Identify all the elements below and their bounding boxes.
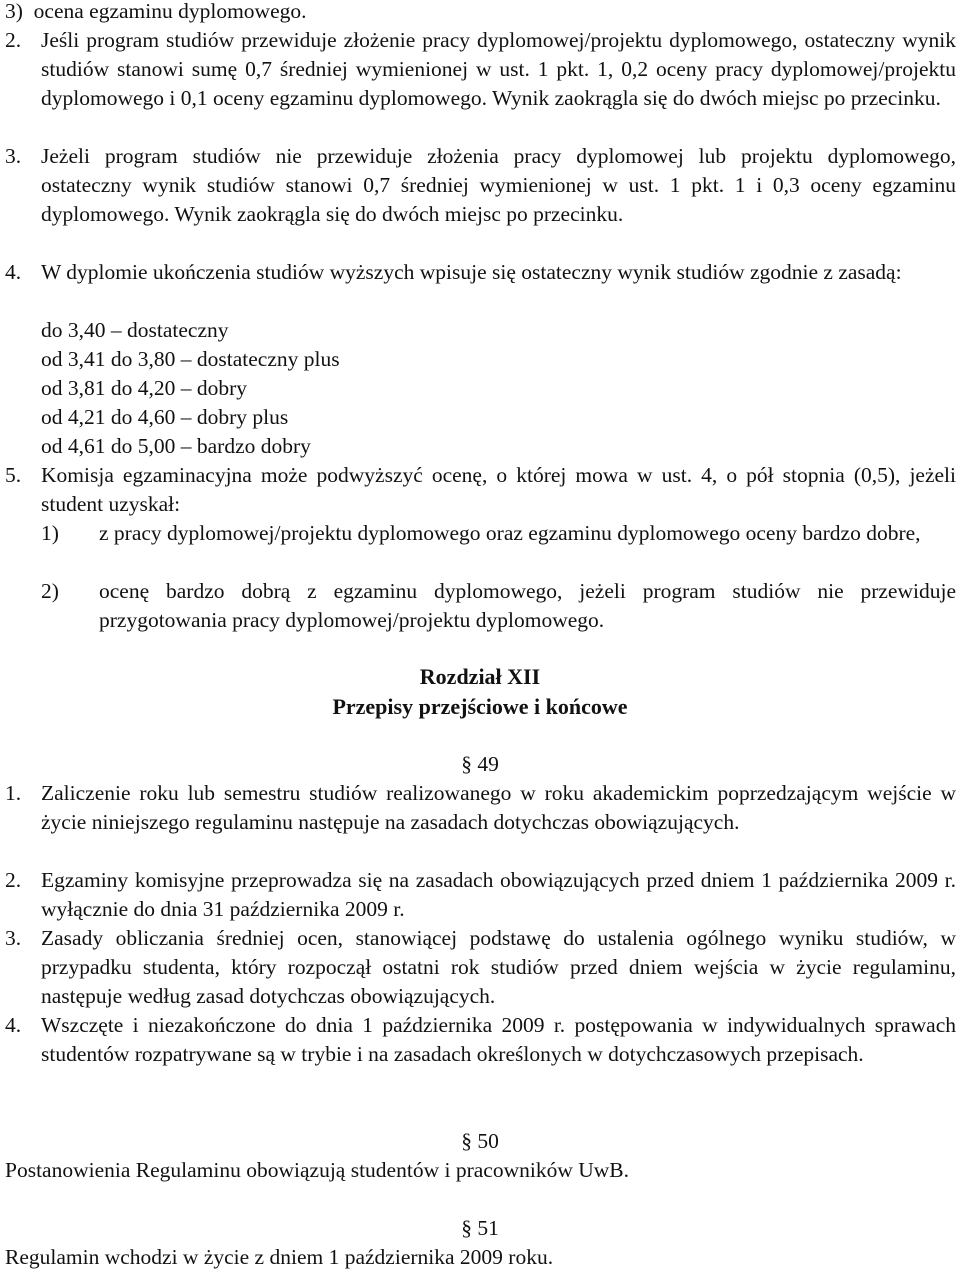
- item-text: Zaliczenie roku lub semestru studiów realizowanego w roku akademickim poprzedzającym wejście w życie niniejszego regulaminu następuje na zasadach dotychczas obowiązujących.: [41, 781, 956, 834]
- item-text: Jeżeli program studiów nie przewiduje złożenia pracy dyplomowej lub projektu dyplomowego, ostateczny wynik studiów stanowi 0,7 średniej wymienionej w ust. 1 pkt. 1 i 0,3 oceny egzaminu dyplomowego. Wynik zaokrągla się do dwóch miejsc po przecinku.: [41, 144, 956, 226]
- item-text: Wszczęte i niezakończone do dnia 1 października 2009 r. postępowania w indywidualnych sprawach studentów rozpatrywane są w trybie i na zasadach określonych w dotychczasowych przepisach.: [41, 1013, 956, 1066]
- list-item-4: [5, 258, 956, 287]
- sub-item-text: ocenę bardzo dobrą z egzaminu dyplomowego, jeżeli program studiów nie przewiduje przygotowania pracy dyplomowej/projektu dyplomowego.: [99, 579, 956, 632]
- grade-scale-row: od 4,21 do 4,60 – dobry plus: [41, 405, 289, 429]
- grade-scale-row: od 4,61 do 5,00 – bardzo dobry: [41, 434, 311, 458]
- grade-scale-row: od 3,41 do 3,80 – dostateczny plus: [41, 347, 340, 371]
- chapter-title: Rozdział XII: [419, 664, 541, 689]
- list-item-b4: [5, 1011, 956, 1069]
- item-text: W dyplomie ukończenia studiów wyższych wpisuje się ostateczny wynik studiów zgodnie z zasadą:: [41, 260, 902, 284]
- sub-item-1: [41, 519, 956, 548]
- item-number: 4.: [5, 1013, 22, 1037]
- list-item-b1: [5, 779, 956, 837]
- paragraph-50-sign: § 50: [461, 1129, 499, 1153]
- sub-item-text: z pracy dyplomowej/projektu dyplomowego oraz egzaminu dyplomowego oceny bardzo dobre,: [99, 521, 921, 545]
- sub-item-number: 2): [41, 579, 59, 603]
- item-number: 3.: [5, 926, 22, 950]
- item-number: 2.: [5, 28, 22, 52]
- item-number: 5.: [5, 463, 22, 487]
- list-item-5: [5, 461, 956, 519]
- item-number: 4.: [5, 260, 22, 284]
- paragraph-49-sign: § 49: [461, 752, 499, 776]
- list-item-2: [5, 26, 956, 113]
- item-number: 1.: [5, 781, 22, 805]
- sub-item-2: [41, 577, 956, 635]
- item-number: 3.: [5, 144, 22, 168]
- paragraph-51-sign: § 51: [461, 1216, 499, 1240]
- list-item-b2: [5, 866, 956, 924]
- item-text: Zasady obliczania średniej ocen, stanowiącej podstawę do ustalenia ogólnego wyniku studiów, w przypadku studenta, który rozpoczął ostatni rok studiów przed dniem wejścia w życie regulaminu, następuje według zasad dotychczas obowiązujących.: [41, 926, 956, 1008]
- paragraph-50-text: Postanowienia Regulaminu obowiązują studentów i pracowników UwB.: [5, 1158, 629, 1182]
- grade-scale-row: do 3,40 – dostateczny: [41, 318, 229, 342]
- item-text: Komisja egzaminacyjna może podwyższyć ocenę, o której mowa w ust. 4, o pół stopnia (0,5), jeżeli student uzyskał:: [41, 463, 956, 516]
- paragraph-51-text: Regulamin wchodzi w życie z dniem 1 października 2009 roku.: [5, 1245, 554, 1269]
- item-text: Jeśli program studiów przewiduje złożenie pracy dyplomowej/projektu dyplomowego, ostateczny wynik studiów stanowi sumę 0,7 średniej wymienionej w ust. 1 pkt. 1, 0,2 oceny pracy dyplomowej/projektu dyplomowego i 0,1 oceny egzaminu dyplomowego. Wynik zaokrągla się do dwóch miejsc po przecinku.: [41, 28, 956, 110]
- list-item-text: 3) ocena egzaminu dyplomowego.: [5, 0, 307, 23]
- item-number: 2.: [5, 868, 22, 892]
- chapter-subtitle: Przepisy przejściowe i końcowe: [332, 694, 628, 719]
- item-text: Egzaminy komisyjne przeprowadza się na zasadach obowiązujących przed dniem 1 października 2009 r. wyłącznie do dnia 31 października 2009 r.: [41, 868, 956, 921]
- list-item-b3: [5, 924, 956, 1011]
- list-item-3-ocena: [5, 0, 956, 26]
- sub-item-number: 1): [41, 521, 59, 545]
- grade-scale-row: od 3,81 do 4,20 – dobry: [41, 376, 248, 400]
- list-item-3: [5, 142, 956, 229]
